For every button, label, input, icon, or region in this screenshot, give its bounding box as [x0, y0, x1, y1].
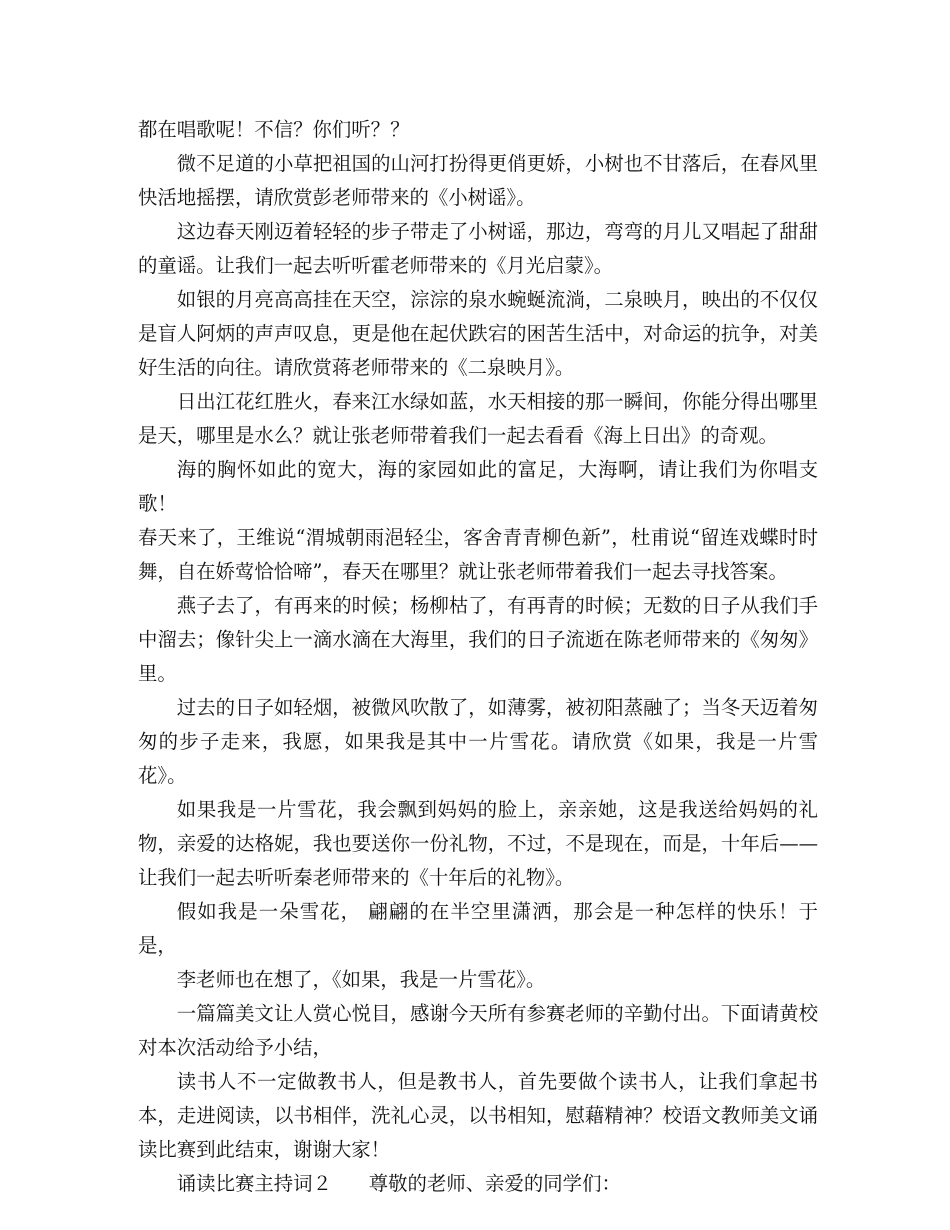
- paragraph: 日出江花红胜火，春来江水绿如蓝，水天相接的那一瞬间，你能分得出哪里是天，哪里是水么？就让张老师带着我们一起去看看《海上日出》的奇观。: [138, 390, 818, 447]
- paragraph: 如银的月亮高高挂在天空，淙淙的泉水蜿蜒流淌，二泉映月，映出的不仅仅是盲人阿炳的声声叹息，更是他在起伏跌宕的困苦生活中，对命运的抗争，对美好生活的向往。请欣赏蒋老师带来的《二泉映月》。: [138, 288, 818, 379]
- paragraph: 微不足道的小草把祖国的山河打扮得更俏更娇，小树也不甘落后，在春风里快活地摇摆，请欣赏彭老师带来的《小树谣》。: [138, 152, 818, 209]
- paragraph: 李老师也在想了，《如果，我是一片雪花》。: [176, 968, 546, 991]
- paragraph: 海的胸怀如此的宽大，海的家园如此的富足，大海啊，请让我们为你唱支歌！: [138, 458, 818, 515]
- paragraph: 假如我是一朵雪花， 翩翩的在半空里潇洒，那会是一种怎样的快乐！于是，: [138, 900, 818, 957]
- paragraph: 过去的日子如轻烟，被微风吹散了，如薄雾，被初阳蒸融了；当冬天迈着匆匆的步子走来，我愿，如果我是其中一片雪花。请欣赏《如果，我是一片雪花》。: [138, 696, 818, 787]
- paragraph: 如果我是一片雪花，我会飘到妈妈的脸上，亲亲她，这是我送给妈妈的礼物，亲爱的达格妮，我也要送你一份礼物，不过，不是现在，而是，十年后——让我们一起去听听秦老师带来的《十年后的礼物》。: [138, 798, 818, 889]
- document-body: [138, 113, 818, 1201]
- paragraph: 读书人不一定做教书人，但是教书人，首先要做个读书人，让我们拿起书本，走进阅读，以书相伴，洗礼心灵，以书相知，慰藉精神？校语文教师美文诵读比赛到此结束，谢谢大家！: [138, 1070, 818, 1161]
- section-heading-line: [138, 1167, 818, 1201]
- greeting: 尊敬的老师、亲爱的同学们：: [368, 1172, 621, 1195]
- paragraph: 燕子去了，有再来的时候；杨柳枯了，有再青的时候；无数的日子从我们手中溜去；像针尖上一滴水滴在大海里，我们的日子流逝在陈老师带来的《匆匆》里。: [138, 594, 818, 685]
- paragraph: 这边春天刚迈着轻轻的步子带走了小树谣，那边，弯弯的月儿又唱起了甜甜的童谣。让我们一起去听听霍老师带来的《月光启蒙》。: [138, 220, 818, 277]
- paragraph: 都在唱歌呢！不信？你们听？？: [138, 118, 410, 141]
- paragraph: 春天来了，王维说“渭城朝雨浥轻尘，客舍青青柳色新”，杜甫说“留连戏蝶时时舞，自在娇莺恰恰啼”，春天在哪里？就让张老师带着我们一起去寻找答案。: [138, 526, 818, 583]
- paragraph: 一篇篇美文让人赏心悦目，感谢今天所有参赛老师的辛勤付出。下面请黄校对本次活动给予小结，: [138, 1002, 818, 1059]
- section-title: 诵读比赛主持词２: [176, 1172, 332, 1195]
